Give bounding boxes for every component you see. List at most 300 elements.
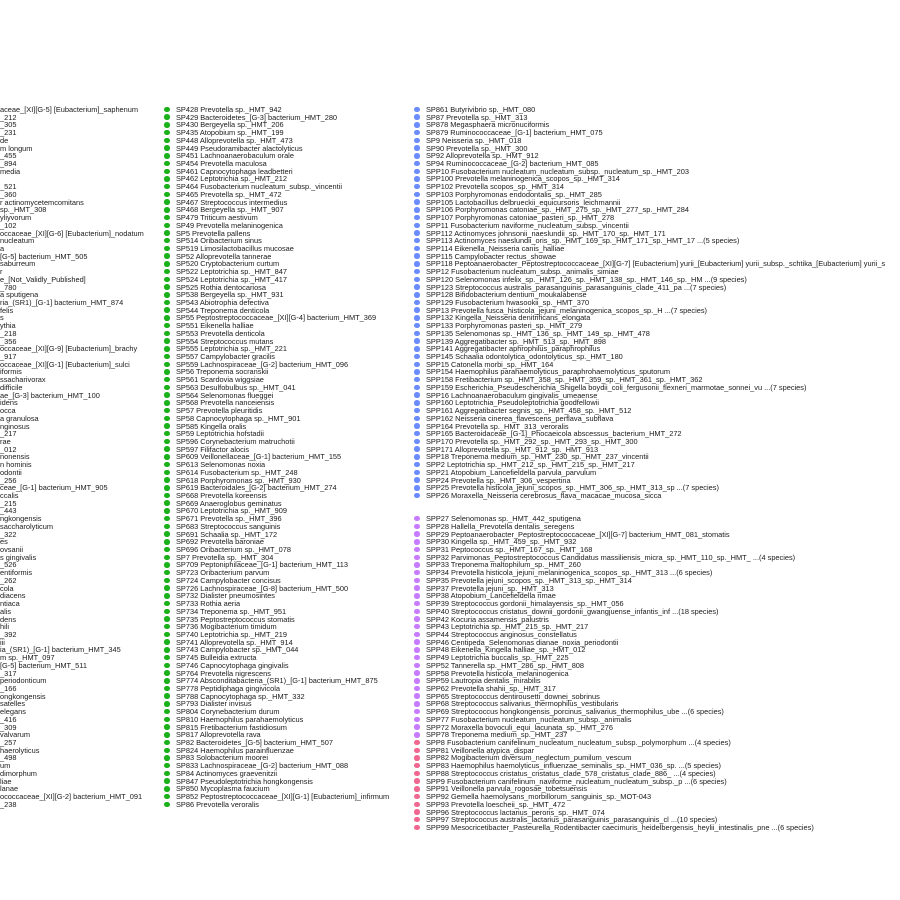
legend-dot [164, 377, 170, 383]
legend-dot [414, 593, 420, 599]
legend-label: valvarum [0, 730, 30, 740]
legend-dot [164, 114, 170, 120]
legend-dot [414, 786, 420, 792]
legend-dot [164, 609, 170, 615]
legend-label: ae_[G-3] bacterium_HMT_100 [0, 390, 100, 400]
legend-dot [414, 338, 420, 344]
legend-label: SPP38 Atopobium_Lancefieldella rimae [426, 591, 556, 601]
legend-dot [414, 485, 420, 491]
legend-label: SP778 Peptidiphaga gingivicola [176, 684, 280, 693]
legend-label: SP543 Abiotrophia defectiva [176, 298, 269, 307]
legend-label: SP519 Limosilactobacillus mucosae [176, 243, 294, 253]
legend-label: ceae_[G-1] bacterium_HMT_905 [0, 483, 108, 493]
legend-label: SP479 Triticum aestivum [176, 213, 258, 223]
legend-dot [164, 161, 170, 167]
legend-label: SPP129 Fusobacterium hwasookii_sp._HMT_370 [426, 298, 590, 307]
legend-label: _305 [0, 120, 17, 130]
legend-label: SPP102 Prevotella scopos_sp._HMT_314 [426, 182, 565, 192]
legend-label: ovsanii [0, 545, 24, 555]
legend-label: saccharolyticum [0, 521, 53, 531]
legend-label: SP743 Campylobacter sp._HMT_044 [176, 645, 299, 655]
legend-label: SPP78 Treponema medium_sp._HMT_237 [426, 730, 568, 740]
legend-label: rae [0, 436, 11, 446]
legend-label: SPP32 Parvimonas_Peptostreptococcus Candidatus massiliensis_micra_sp._HMT_110_sp._HMT_ ...(4 species) [426, 552, 796, 562]
legend-label: _012 [0, 444, 17, 454]
legend-label: SP58 Capnocytophaga sp._HMT_901 [176, 413, 301, 423]
legend-label: SP464 Fusobacterium nucleatum_subsp._vincentii [176, 182, 342, 192]
legend-dot [164, 385, 170, 391]
legend-label: alis [0, 606, 12, 616]
legend-label: _392 [0, 629, 17, 639]
legend-dot [414, 632, 420, 638]
legend-dot [414, 555, 420, 561]
legend-label: SPP91 Veillonella parvula_rogosae_tobetsuensis [426, 784, 588, 794]
legend-label: occaceae_[XI][G-6] [Eubacterium]_nodatum [0, 228, 144, 238]
legend-dot [164, 315, 170, 321]
legend-dot [164, 192, 170, 198]
legend-label: SPP112 Actinomyces johnsonii_naeslundii_sp._HMT_170_sp._HMT_171 [426, 228, 666, 238]
legend-label: _356 [0, 336, 17, 346]
legend-label: SP696 Oribacterium sp._HMT_078 [176, 545, 292, 555]
legend-label: es [0, 537, 8, 547]
legend-label: SP559 Lachnospiraceae_[G-2] bacterium_HMT_096 [176, 359, 349, 369]
legend-dot [414, 385, 420, 391]
legend-label: SP454 Prevotella maculosa [176, 159, 267, 169]
legend-dot [164, 199, 170, 205]
legend-label: SP609 Veillonellaceae_[G-1] bacterium_HMT_155 [176, 452, 342, 462]
legend-label: SP84 Actinomyces graevenitzii [176, 768, 278, 778]
legend-label: SPP159 Escherichia_Pseudescherichia_Shigella boydii_coli_fergusonii_flexneri_marmotae_sonnei_vu ...(7 species) [426, 382, 807, 392]
legend-dot [164, 802, 170, 808]
legend-dot [414, 354, 420, 360]
legend-label: SPP44 Streptococcus anginosus_constellatus [426, 629, 577, 639]
legend-label: _217 [0, 429, 17, 439]
legend-dot [414, 670, 420, 676]
legend-label: SPP52 Tannerella sp._HMT_286_sp._HMT_808 [426, 660, 585, 670]
legend-label: iformis [0, 367, 22, 377]
legend-label: ria_(SR1)_[G-1] bacterium_HMT_874 [0, 298, 124, 307]
legend-label: SPP37 Prevotella jejuni_sp._HMT_313 [426, 583, 554, 593]
legend-dot [414, 562, 420, 568]
legend-label: SP451 Lachnoanaerobaculum orale [176, 151, 294, 161]
legend-dot [414, 138, 420, 144]
legend-label: SPP118 Peptoanaerobacter_Peptostreptococcaceae_[XI][G-7] [Eubacterium] yurii_[Eubacterium] yurii_subsp._schtika_[Eubacterium] yurii_s [426, 259, 886, 269]
legend-label: SPP100 Prevotella melaninogenica_scopos_sp._HMT_314 [426, 174, 620, 184]
legend-dot [414, 547, 420, 553]
legend-label: SPP59 Lautropia dentalis_mirabilis [426, 676, 541, 686]
legend-dot [414, 253, 420, 259]
legend-dot [414, 493, 420, 499]
legend-dot [164, 655, 170, 661]
legend-label: SP87 Prevotella sp._HMT_313 [426, 112, 528, 122]
legend-dot [414, 748, 420, 754]
legend-label: de [0, 135, 9, 145]
legend-dot [414, 462, 420, 468]
legend-label: um [0, 761, 11, 771]
legend-label: SP726 Lachnospiraceae_[G-8] bacterium_HMT_500 [176, 583, 349, 593]
legend-dot [414, 215, 420, 221]
legend-dot [414, 693, 420, 699]
legend-dot [164, 701, 170, 707]
legend-label: SP824 Haemophilus parainfluenzae [176, 745, 294, 755]
legend-dot [164, 632, 170, 638]
legend-label: SPP82 Mogibacterium diversum_neglectum_pumilum_vescum [426, 753, 632, 763]
legend-label: entiformis [0, 568, 33, 578]
legend-label: s gingivalis [0, 552, 37, 562]
legend-label: ia_(SR1)_[G-1] bacterium_HMT_345 [0, 645, 121, 655]
legend-label: SPP72 Moraxella bovoculi_equi_lacunata_sp._HMT_276 [426, 722, 613, 732]
legend-dot [164, 686, 170, 692]
legend-dot [414, 454, 420, 460]
legend-dot [414, 400, 420, 406]
legend-dot [164, 547, 170, 553]
legend-dot [414, 153, 420, 159]
legend-label: SPP48 Eikenella_Kingella halliae_sp._HMT_012 [426, 645, 586, 655]
legend-label: cola [0, 583, 14, 593]
legend-label: _360 [0, 189, 17, 199]
legend-label: SP568 Prevotella nanceiensis [176, 398, 275, 408]
legend-label: saburreum [0, 259, 36, 269]
legend-dot [164, 601, 170, 607]
legend-dot [164, 670, 170, 676]
legend-dot [414, 539, 420, 545]
legend-label: a granulosa [0, 413, 39, 423]
legend-label: SPP105 Lactobacillus delbrueckii_equicursoris_leichmannii [426, 197, 621, 207]
legend-label: _894 [0, 159, 17, 169]
legend-label: ccalis [0, 491, 19, 500]
legend-dot [164, 400, 170, 406]
legend-label: SP7 Prevotella sp._HMT_304 [176, 552, 274, 562]
legend-dot [414, 570, 420, 576]
legend-label: dimorphum [0, 768, 37, 778]
legend-dot [164, 732, 170, 738]
legend-label: e_[Not_Validly_Published] [0, 274, 86, 284]
legend-dot [164, 763, 170, 769]
legend-label: SP435 Atopobium sp._HMT_199 [176, 128, 284, 138]
legend-label: SPP93 Prevotella loescheii_sp._HMT_472 [426, 799, 566, 809]
legend-label: SP735 Peptostreptococcus stomatis [176, 614, 295, 624]
legend-label: SPP162 Neisseria cinerea_flavescens_perflava_subflava [426, 413, 614, 423]
legend-dot [164, 169, 170, 175]
legend-label: SP520 Cryptobacterium curtum [176, 259, 280, 269]
legend-label: ntiaca [0, 599, 20, 609]
legend-label: SPP62 Prevotella shahii_sp._HMT_317 [426, 684, 556, 693]
legend-label: SP793 Dialister invisus [176, 699, 252, 709]
legend-label: yliyvorum [0, 213, 32, 223]
legend-label: SPP15 Catonella morbi_sp._HMT_164 [426, 359, 554, 369]
legend-dot [164, 454, 170, 460]
legend-dot [164, 493, 170, 499]
legend-label: _102 [0, 220, 17, 230]
legend-label: SPP10 Fusobacterium nucleatum_nucleatum_subsp._nucleatum_sp._HMT_203 [426, 166, 689, 176]
legend-label: SP861 Butyrivibrio sp._HMT_080 [426, 105, 536, 114]
legend-label: liae [0, 776, 12, 786]
legend-label: SPP107 Porphyromonas catoniae_pasteri_sp._HMT_278 [426, 213, 615, 223]
legend-dot [414, 423, 420, 429]
legend-label: SPP31 Peptococcus sp._HMT_167_sp._HMT_168 [426, 545, 593, 555]
legend-label: SP723 Oribacterium parvum [176, 568, 270, 578]
legend-dot [164, 323, 170, 329]
legend-label: SPP77 Fusobacterium nucleatum_nucleatum_subsp._animalis [426, 714, 632, 724]
legend-dot [414, 516, 420, 522]
legend-dot [414, 446, 420, 452]
legend-label: occa [0, 406, 16, 416]
legend-label: m longum [0, 143, 33, 153]
legend-dot [164, 246, 170, 252]
legend-label: SPP81 Veillonella atypica_dispar [426, 745, 535, 755]
legend-label: _455 [0, 151, 17, 161]
legend-dot [414, 377, 420, 383]
legend-label: SPP128 Bifidobacterium dentium_moukalabense [426, 290, 587, 300]
legend-dot [164, 423, 170, 429]
legend-label: SP815 Fretibacterium fastidiosum [176, 722, 287, 732]
legend-label: SPP34 Prevotella histicola_jejuni_melaninogenica_scopos_sp._HMT_313 ...(6 species) [426, 568, 713, 578]
legend-dot [414, 161, 420, 167]
legend-label: SPP88 Streptococcus cristatus_cristatus_clade_578_cristatus_clade_886_ ...(4 species) [426, 768, 716, 778]
legend-label: SP514 Oribacterium sinus [176, 236, 262, 246]
legend-dot [414, 701, 420, 707]
legend-label: SP732 Dialister pneumosintes [176, 591, 276, 601]
legend-label: SP734 Treponema sp._HMT_951 [176, 606, 287, 616]
legend-dot [414, 192, 420, 198]
legend-label: SP692 Prevotella baroniae [176, 537, 264, 547]
legend-dot [164, 300, 170, 306]
legend-label: satelles [0, 699, 26, 709]
legend-dot [414, 531, 420, 537]
legend-dot [414, 199, 420, 205]
legend-label: SPP114 Eikenella_Neisseria canis_halliae [426, 243, 565, 253]
legend-label: SP833 Lachnospiraceae_[G-2] bacterium_HMT_088 [176, 761, 349, 771]
legend-label: SPP27 Selenomonas sp._HMT_442_sputigena [426, 514, 581, 524]
legend-label: SPP99 Mesocricetibacter_Pasteurella_Rodentibacter caecimuris_heidelbergensis_heylii_intestinalis_pne ...(6 species) [426, 822, 814, 832]
legend-label: SPP28 Hallella_Prevotella dentalis_seregens [426, 521, 575, 531]
legend-dot [414, 392, 420, 398]
legend-dot [164, 215, 170, 221]
legend-dot [414, 609, 420, 615]
legend-dot [164, 748, 170, 754]
legend-dot [414, 470, 420, 476]
legend-label: r actinomycetemcomitans [0, 197, 84, 207]
legend-dot [414, 346, 420, 352]
legend-dot [414, 416, 420, 422]
legend-label: SPP160 Leptotrichia_Pseudoleptotrichia goodfellowii [426, 398, 599, 408]
legend-dot [414, 740, 420, 746]
legend-dot [164, 392, 170, 398]
legend-label: elegans [0, 707, 26, 717]
legend-dot [164, 639, 170, 645]
legend-dot [164, 408, 170, 414]
legend-dot [414, 717, 420, 723]
legend-label: _917 [0, 352, 17, 362]
legend-dot [164, 717, 170, 723]
legend-label: SP428 Prevotella sp._HMT_942 [176, 105, 282, 114]
legend-label: SPP43 Leptotrichia sp._HMT_215_sp._HMT_217 [426, 622, 589, 632]
legend-label: SPP115 Campylobacter rectus_showae [426, 251, 557, 261]
legend-label: _257 [0, 738, 17, 748]
legend-label: nucleatum [0, 236, 35, 246]
legend-label: SP57 Prevotella pleuritidis [176, 406, 263, 416]
legend-label: SPP25 Prevotella histicola_jejuni_scopos_sp._HMT_306_sp._HMT_313_sp ...(7 species) [426, 483, 719, 493]
legend-label: SP618 Porphyromonas sp._HMT_930 [176, 475, 301, 485]
legend-label: SP555 Leptotrichia sp._HMT_221 [176, 344, 287, 354]
legend-label: _416 [0, 714, 17, 724]
legend-label: SP670 Leptotrichia sp._HMT_909 [176, 506, 287, 516]
legend-label: SP52 Alloprevotella tannerae [176, 251, 272, 261]
legend-label: SP465 Prevotella sp._HMT_472 [176, 189, 282, 199]
legend-dot [164, 778, 170, 784]
legend-label: m sp._HMT_097 [0, 653, 55, 663]
legend-label: dens [0, 614, 17, 624]
legend-dot [164, 354, 170, 360]
legend-label: SPP29 Peptoanaerobacter_Peptostreptococcaceae_[XI][G-7] bacterium_HMT_081_stomatis [426, 529, 730, 539]
legend-label: SPP2 Leptotrichia sp._HMT_212_sp._HMT_215_sp._HMT_217 [426, 460, 635, 470]
legend-dot [414, 230, 420, 236]
legend-label: SP524 Leptotrichia sp._HMT_417 [176, 274, 287, 284]
legend-dot [164, 269, 170, 275]
legend-dot [164, 663, 170, 669]
legend-label: odontii [0, 467, 22, 477]
legend-dot [414, 315, 420, 321]
legend-dot [164, 693, 170, 699]
legend-dot [414, 184, 420, 190]
legend-dot [414, 277, 420, 283]
legend-dot [414, 122, 420, 128]
legend-dot [164, 446, 170, 452]
legend-dot [414, 169, 420, 175]
legend-dot [414, 369, 420, 375]
legend-label: SPP120 Selenomonas infelix_sp._HMT_126_sp._HMT_138_sp._HMT_146_sp._HM ...(9 species) [426, 274, 747, 284]
legend-dot [414, 624, 420, 630]
legend-label: SP613 Selenomonas noxia [176, 460, 266, 470]
legend-label: _780 [0, 282, 17, 292]
legend-dot [164, 531, 170, 537]
legend-dot [164, 562, 170, 568]
legend-label: SPP35 Prevotella jejuni_scopos_sp._HMT_313_sp._HMT_314 [426, 575, 632, 585]
legend-label: SP596 Corynebacterium matruchotii [176, 436, 295, 446]
legend-dot [414, 601, 420, 607]
legend-label: hili [0, 622, 10, 632]
legend-label: s [0, 313, 4, 323]
legend-label: SP847 Pseudoleptotrichia hongkongensis [176, 776, 313, 786]
legend-dot [414, 323, 420, 329]
legend-label: _309 [0, 722, 17, 732]
legend-dot [164, 346, 170, 352]
legend-dot [164, 709, 170, 715]
legend-label: SPP103 Porphyromonas endodontalis_sp._HMT_285 [426, 189, 602, 199]
legend-dot [164, 230, 170, 236]
legend-dot [164, 724, 170, 730]
legend-label: SPP9 Fusobacterium canifelinum_naviforme_nucleatum_nucleatum_subsp._p ...(6 species) [426, 776, 727, 786]
legend-dot [164, 416, 170, 422]
legend-label: SPP13 Prevotella fusca_histicola_jejuni_melaninogenica_scopos_sp._H ...(7 species) [426, 305, 708, 315]
legend-label: SPP33 Treponema maltophilum_sp._HMT_260 [426, 560, 581, 570]
legend-label: SPP132 Kingella_Neisseria denitrificans_elongata [426, 313, 591, 323]
legend-label: SP551 Eikenella halliae [176, 321, 254, 331]
legend-dot [414, 663, 420, 669]
legend-label: _443 [0, 506, 17, 516]
legend-label: SP691 Schaalia sp._HMT_172 [176, 529, 278, 539]
legend-label: SPP106 Porphyromonas catoniae_sp._HMT_275_sp._HMT_277_sp._HMT_284 [426, 205, 689, 215]
legend-label: SP538 Bergeyella sp._HMT_931 [176, 290, 284, 300]
legend-label: SP448 Alloprevotella sp._HMT_473 [176, 135, 293, 145]
legend-label: SP669 Anaeroglobus geminatus [176, 498, 282, 508]
legend-label: SP430 Bergeyella sp._HMT_206 [176, 120, 284, 130]
legend-label: SPP39 Streptococcus gordonii_himalayensis_sp._HMT_056 [426, 599, 624, 609]
legend-label: _215 [0, 498, 17, 508]
legend-label: _526 [0, 560, 17, 570]
legend-label: occaceae_[XI][G-9] [Eubacterium]_brachy [0, 344, 138, 354]
legend-label: SPP97 Streptococcus australis_lactarius_parasanguinis_parasanguinis_cl ...(10 species) [426, 815, 718, 825]
legend-dot [414, 578, 420, 584]
legend-dot [414, 724, 420, 730]
legend-label: SP733 Rothia aeria [176, 599, 241, 609]
legend-dot [164, 593, 170, 599]
legend-label: SPP133 Porphyromonas pasteri_sp._HMT_279 [426, 321, 583, 331]
legend-dot [414, 802, 420, 808]
legend-label: ssacharivorax [0, 375, 46, 385]
legend-dot [164, 238, 170, 244]
legend-label: a sputigena [0, 290, 39, 300]
legend-dot [414, 284, 420, 290]
legend-dot [164, 362, 170, 368]
legend-label: SP585 Kingella oralis [176, 421, 247, 431]
legend-label: SP525 Rothia dentocariosa [176, 282, 266, 292]
legend-label: _166 [0, 684, 17, 693]
legend-dot [164, 145, 170, 151]
legend-dot [414, 778, 420, 784]
legend-dot [164, 253, 170, 259]
legend-label: SP554 Streptococcus mutans [176, 336, 274, 346]
legend-label: media [0, 166, 21, 176]
legend-dot [164, 369, 170, 375]
legend-dot [164, 207, 170, 213]
legend-dot [164, 516, 170, 522]
legend-label: SPP141 Aggregatibacter aphrophilus_paraphrophilus [426, 344, 601, 354]
legend-dot [414, 732, 420, 738]
legend-dot [164, 786, 170, 792]
legend-label: aceae_[XI][G-5] [Eubacterium]_saphenum [0, 105, 139, 114]
legend-label: SP522 Leptotrichia sp._HMT_847 [176, 267, 287, 277]
legend-dot [164, 284, 170, 290]
legend-label: SP59 Leptotrichia hofstadii [176, 429, 264, 439]
legend-label: SP9 Neisseria sp._HMT_018 [426, 135, 522, 145]
legend-dot [414, 107, 420, 113]
legend-label: SP671 Prevotella sp._HMT_396 [176, 514, 282, 524]
legend-label: SP56 Treponema socranskii [176, 367, 269, 377]
legend-label: SPP49 Leptotrichia buccalis_sp._HMT_225 [426, 653, 569, 663]
legend-label: _262 [0, 575, 17, 585]
legend-label: SP561 Scardovia wiggsiae [176, 375, 264, 385]
legend-label: SP429 Bacteroidetes_[G-3] bacterium_HMT_280 [176, 112, 338, 122]
legend-dot [164, 616, 170, 622]
legend-dot [414, 207, 420, 213]
legend-label: SPP8 Fusobacterium canifelinum_nucleatum_nucleatum_subsp._polymorphum ...(4 species) [426, 738, 731, 748]
legend-label: _256 [0, 475, 17, 485]
legend-label: SP94 Ruminococcaceae_[G-2] bacterium_HMT_085 [426, 159, 599, 169]
legend-label: SP804 Corynebacterium durum [176, 707, 280, 717]
legend-label: SP879 Ruminococcaceae_[G-1] bacterium_HMT_075 [426, 128, 603, 138]
legend-label: difficile [0, 382, 23, 392]
legend-dot [414, 331, 420, 337]
legend-dot [164, 439, 170, 445]
legend-dot [164, 485, 170, 491]
legend-label: SPP40 Streptococcus cristatus_downii_gordonii_gwangjuense_infantis_inf ...(18 species) [426, 606, 719, 616]
legend-dot [414, 408, 420, 414]
legend-label: SP741 Alloprevotella sp._HMT_914 [176, 637, 293, 647]
legend-label: [G-5] bacterium_HMT_511 [0, 660, 87, 670]
legend-dot [164, 755, 170, 761]
legend-label: SP668 Prevotella koreensis [176, 491, 267, 500]
